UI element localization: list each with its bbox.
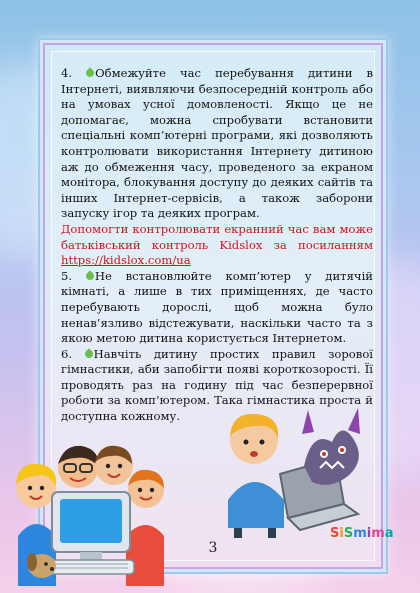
kidslox-link[interactable]: https://kidslox.com/ua xyxy=(61,253,191,268)
kids-computer-illustration xyxy=(8,436,168,586)
kid-middle-right xyxy=(95,446,133,485)
kid-left xyxy=(16,464,56,508)
green-leaf-icon xyxy=(84,270,95,281)
content-text xyxy=(61,66,373,425)
item-4-text: Обмежуйте час перебування дитини в Інтернеті, виявляючи безпосередній контроль або на умовах усної домовленості. Якщо це не допомагає, можна спробувати встановити спеціальні комп’ютерні програми, які дозволяють контролювати використання Інтернету дитиною аж до обмеження часу, проведеного за екраном монітора, блокування доступу до деяких сайтів та інших Інтернет-сервісів, а також заборони запуску ігор та деяких програм. xyxy=(61,66,373,221)
item-5 xyxy=(61,269,373,347)
boy-icon xyxy=(228,414,284,538)
boy-laptop-illustration xyxy=(208,400,368,540)
item-5-text: Не встановлюйте комп’ютер у дитячій кімнаті, а лише в тих приміщеннях, де часто перебувають дорослі, щоб можна було ненав’язливо відстежувати, наскільки часто та з якою метою дитина користується Інтернетом. xyxy=(61,268,374,346)
page-number: 3 xyxy=(208,540,218,556)
item-4 xyxy=(61,66,373,222)
kid-middle-left xyxy=(58,446,98,488)
kidslox-text: Допомогти контролювати екранний час вам може батьківський контроль Kidslox за посиланням xyxy=(61,221,373,252)
sismima-logo: SiSmima xyxy=(330,526,394,541)
item-5-number: 5. xyxy=(61,268,73,283)
item-6-number: 6. xyxy=(61,346,73,361)
kid-right xyxy=(128,470,164,508)
item-6-text: Навчіть дитину простих правил зорової гімнастики, аби запобігти появі короткозорості. Її проводять раз на годину під час безперервної роботи за комп’ютером. Така гімнастика проста й доступна кожному. xyxy=(61,346,374,424)
green-leaf-icon xyxy=(83,348,94,359)
kidslox-note xyxy=(61,222,373,269)
item-4-number: 4. xyxy=(61,66,73,80)
computer-icon xyxy=(48,492,134,574)
monster-icon xyxy=(302,408,360,485)
